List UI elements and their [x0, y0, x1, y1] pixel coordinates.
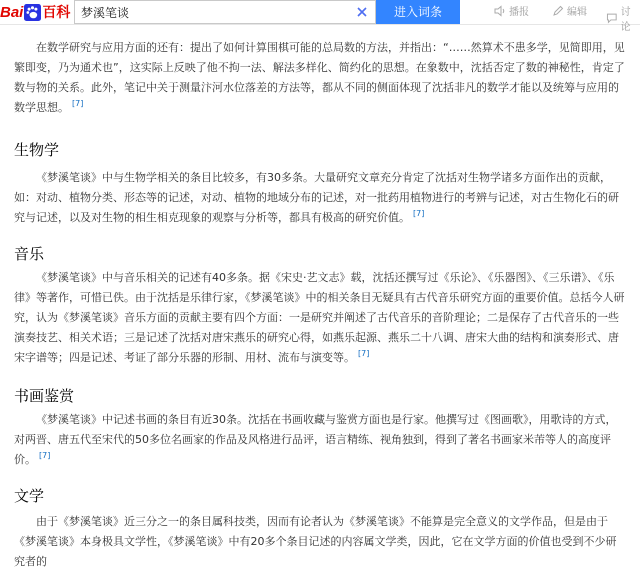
discuss-button[interactable]	[606, 3, 640, 33]
pencil-icon	[552, 5, 564, 17]
speaker-icon	[494, 5, 506, 17]
discuss-label: 讨论	[620, 7, 631, 33]
section-title-music: 音乐	[14, 245, 45, 263]
reference-link[interactable]: [7]	[72, 99, 84, 109]
edit-button[interactable]	[552, 3, 587, 18]
search-box	[74, 0, 376, 24]
section-title-biology: 生物学	[14, 141, 60, 159]
chat-icon	[606, 12, 618, 24]
logo-baike-text: 百科	[42, 4, 71, 20]
top-bar	[0, 0, 640, 33]
search-input[interactable]	[81, 3, 351, 21]
painting-paragraph	[14, 410, 626, 470]
logo-text: Bai	[0, 3, 24, 21]
biology-paragraph	[14, 168, 626, 228]
paw-icon	[24, 4, 41, 21]
music-paragraph	[14, 268, 626, 368]
paragraph-text: 由于《梦溪笔谈》近三分之一的条目属科技类，因而有论者认为《梦溪笔谈》不能算是完全意义的文学作品，但是由于《梦溪笔谈》本身极具文学性，《梦溪笔谈》中有20多个条目记述的内容属文学类，因此，它在文学方面的价值也受到不少研究者的	[14, 515, 617, 568]
intro-paragraph	[14, 38, 626, 118]
enter-entry-button[interactable]: 进入词条	[376, 0, 460, 24]
broadcast-button[interactable]	[494, 3, 529, 18]
reference-link[interactable]: [7]	[358, 349, 370, 359]
article-content	[14, 38, 626, 572]
edit-label: 编辑	[567, 7, 587, 18]
baidu-baike-logo[interactable]	[0, 2, 70, 22]
broadcast-label: 播报	[509, 7, 529, 18]
literature-paragraph	[14, 512, 626, 572]
section-title-painting: 书画鉴赏	[14, 387, 75, 405]
reference-link[interactable]: [7]	[413, 209, 425, 219]
paragraph-text: 《梦溪笔谈》中与音乐相关的记述有40多条。据《宋史·艺文志》载，沈括还撰写过《乐论》、《乐器图》、《三乐谱》、《乐律》等著作，可惜已佚。由于沈括是乐律行家，《梦溪笔谈》中的相关条目无疑具有古代音乐研究方面的重要价值。总括今人研究，认为《梦溪笔谈》音乐方面的贡献主要有四个方面：一是研究并阐述了古代音乐的音阶理论；二是保存了古代音乐的一些演奏技艺、相关术语；三是记述了沈括对唐宋燕乐的研究心得，如燕乐起源、燕乐二十八调、唐宋大曲的结构和演奏形式、唐宋字谱等；四是记述、考证了部分乐器的形制、用材、流布与演变等。	[14, 271, 625, 364]
section-title-literature: 文学	[14, 487, 45, 505]
paragraph-text: 《梦溪笔谈》中记述书画的条目有近30条。沈括在书画收藏与鉴赏方面也是行家。他撰写过《图画歌》，用歌诗的方式，对两晋、唐五代至宋代的50多位名画家的作品及风格进行品评，语言精练、视角独到，得到了著名书画家米芾等人的高度评价。	[14, 413, 617, 466]
reference-link[interactable]: [7]	[39, 451, 51, 461]
clear-icon[interactable]	[355, 5, 369, 19]
paragraph-text: 《梦溪笔谈》中与生物学相关的条目比较多，有30多条。大量研究文章充分肯定了沈括对生物学诸多方面作出的贡献，如：对动、植物分类、形态等的记述，对动、植物的地域分布的记述，对一批药用植物进行的考辨与记述，对古生物化石的研究与记述，以及对生物的相生相克现象的观察与分析等，都具有极高的研究价值。	[14, 171, 619, 224]
paragraph-text: 在数学研究与应用方面的还有：提出了如何计算围棋可能的总局数的方法，并指出：“……然算术不患多学，见简即用，见繁即变，乃为通术也”，这实际上反映了他不拘一法、解法多样化、简约化的思想。在象数中，沈括否定了数的神秘性，肯定了数与物的关系。此外，笔记中关于测量汴河水位落差的方法等，都从不同的侧面体现了沈括非凡的数学才能以及统筹与应用的数学思想。	[14, 41, 625, 114]
